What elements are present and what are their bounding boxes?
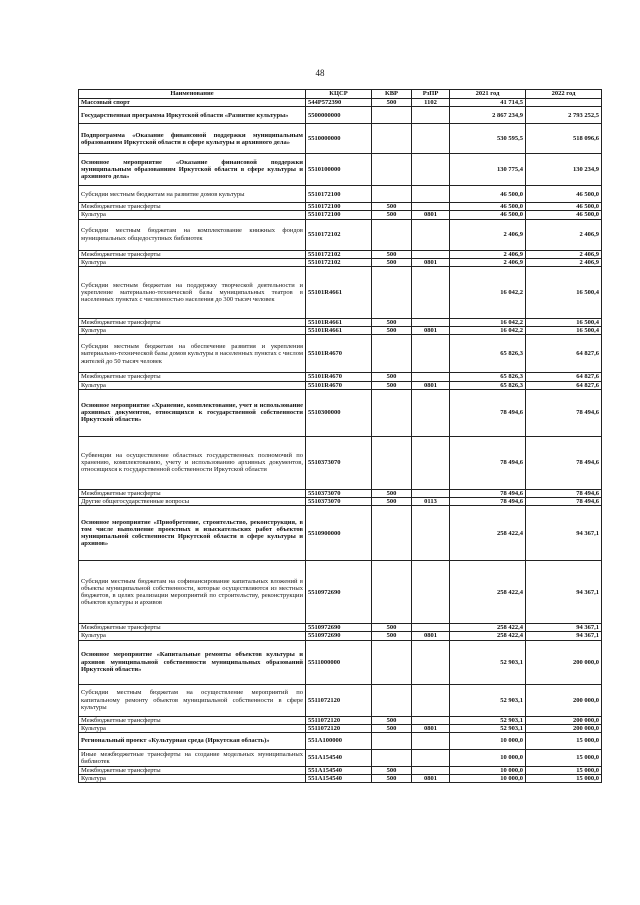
row-name: Культура [79,724,306,732]
row-2021: 2 867 234,9 [450,107,526,124]
row-2021: 10 000,0 [450,775,526,783]
row-2021: 78 494,6 [450,498,526,506]
row-name: Массовый спорт [79,99,306,107]
row-kcsr: 5511072120 [306,716,372,724]
row-kcsr: 5510972690 [306,624,372,632]
row-rzpr [412,250,450,258]
row-name: Межбюджетные трансферты [79,373,306,381]
row-2021: 258 422,4 [450,624,526,632]
row-kcsr: 5510000000 [306,124,372,154]
row-kcsr: 5510373070 [306,436,372,489]
row-kcsr: 5510972690 [306,632,372,640]
row-rzpr [412,186,450,203]
table-row [79,319,602,327]
row-kcsr: 5510172102 [306,258,372,266]
header-year-2021: 2021 год [450,90,526,99]
row-kcsr: 55101R4661 [306,319,372,327]
header-rzpr: РзПР [412,90,450,99]
row-2021: 65 826,3 [450,381,526,389]
table-row [79,335,602,373]
table-row [79,498,602,506]
row-name: Субсидии местным бюджетам на развитие домов культуры [79,186,306,203]
row-2022: 130 234,9 [526,154,602,186]
table-row [79,373,602,381]
table-row [79,750,602,767]
row-name: Межбюджетные трансферты [79,250,306,258]
row-kvr [372,219,412,250]
table-row [79,124,602,154]
row-2021: 10 000,0 [450,767,526,775]
row-kcsr: 5510172102 [306,250,372,258]
row-2021: 78 494,6 [450,436,526,489]
row-2021: 46 500,0 [450,211,526,219]
row-kvr [372,436,412,489]
row-kvr [372,124,412,154]
table-row [79,489,602,497]
table-row [79,624,602,632]
row-kvr: 500 [372,327,412,335]
row-name: Основное мероприятие «Хранение, комплектование, учет и использование архивных документов, относящихся к государственной собственности Иркутской области» [79,389,306,436]
row-kvr: 500 [372,489,412,497]
row-name: Региональный проект «Культурная среда (Иркутская область)» [79,733,306,750]
row-kvr [372,335,412,373]
row-rzpr: 0801 [412,258,450,266]
row-2022: 64 827,6 [526,373,602,381]
row-name: Субсидии местным бюджетам на поддержку творческой деятельности и укрепление материально-технической базы муниципальных театров в населенных пунктах с численностью населения до 300 тысяч человек [79,267,306,319]
row-name: Культура [79,775,306,783]
header-kcsr: КЦСР [306,90,372,99]
row-2022: 200 000,0 [526,724,602,732]
row-2022: 46 500,0 [526,203,602,211]
row-rzpr: 0801 [412,211,450,219]
table-row [79,99,602,107]
row-name: Субсидии местным бюджетам на обеспечение развития и укрепления материально-технической базы домов культуры в населенных пунктах с числом жителей до 50 тысяч человек [79,335,306,373]
row-2021: 52 903,1 [450,684,526,716]
row-kcsr: 5510373070 [306,498,372,506]
row-rzpr [412,219,450,250]
row-kcsr: 551А154540 [306,750,372,767]
row-kcsr: 55101R4661 [306,267,372,319]
page-number: 48 [315,68,325,78]
row-kvr: 500 [372,632,412,640]
table-row [79,716,602,724]
row-2022 [526,99,602,107]
row-2021: 65 826,3 [450,373,526,381]
row-rzpr: 0113 [412,498,450,506]
row-2021: 2 406,9 [450,258,526,266]
row-name: Межбюджетные трансферты [79,767,306,775]
row-kcsr: 55101R4670 [306,335,372,373]
row-rzpr [412,684,450,716]
row-2021: 46 500,0 [450,186,526,203]
row-kcsr: 551А100000 [306,733,372,750]
table-row [79,632,602,640]
row-rzpr: 0801 [412,327,450,335]
row-kcsr: 5510172100 [306,203,372,211]
row-name: Субвенции на осуществление областных государственных полномочий по хранению, комплектованию, учету и использованию архивных документов, относящихся к государственной собственности Иркутской области [79,436,306,489]
row-2022: 518 096,6 [526,124,602,154]
row-2021: 2 406,9 [450,250,526,258]
row-name: Основное мероприятие «Оказание финансовой поддержки муниципальным образованиям Иркутской области в сфере культуры и архивного дела» [79,154,306,186]
row-rzpr [412,733,450,750]
table-header-row [79,90,602,99]
row-2022: 64 827,6 [526,381,602,389]
table-row [79,767,602,775]
row-name: Субсидии местным бюджетам на комплектование книжных фондов муниципальных общедоступных библиотек [79,219,306,250]
row-name: Другие общегосударственные вопросы [79,498,306,506]
row-2021: 10 000,0 [450,750,526,767]
row-name: Культура [79,381,306,389]
row-2021: 52 903,1 [450,716,526,724]
row-kvr: 500 [372,724,412,732]
row-2022: 16 500,4 [526,319,602,327]
row-kvr: 500 [372,775,412,783]
row-kcsr: 5510900000 [306,506,372,561]
row-2022: 15 000,0 [526,767,602,775]
row-2022: 94 367,1 [526,506,602,561]
table-row [79,640,602,684]
row-2021: 52 903,1 [450,724,526,732]
table-row [79,219,602,250]
row-name: Субсидии местным бюджетам на осуществление мероприятий по капитальному ремонту объектов муниципальной собственности в сфере культуры [79,684,306,716]
row-2022: 16 500,4 [526,267,602,319]
row-rzpr [412,335,450,373]
row-2022: 200 000,0 [526,716,602,724]
row-kcsr: 551А154540 [306,775,372,783]
row-kvr: 500 [372,203,412,211]
row-2021: 52 903,1 [450,640,526,684]
row-kcsr: 5511072120 [306,684,372,716]
row-name: Культура [79,632,306,640]
row-kvr: 500 [372,99,412,107]
row-2022: 78 494,6 [526,498,602,506]
row-2021: 16 042,2 [450,267,526,319]
table-row [79,211,602,219]
row-name: Подпрограмма «Оказание финансовой поддержки муниципальным образованиям Иркутской области в сфере культуры и архивного дела» [79,124,306,154]
row-kcsr: 5510972690 [306,561,372,624]
row-name: Межбюджетные трансферты [79,319,306,327]
row-2022: 15 000,0 [526,733,602,750]
row-2021: 258 422,4 [450,632,526,640]
row-kvr: 500 [372,211,412,219]
table-row [79,733,602,750]
row-2021: 130 775,4 [450,154,526,186]
table-row [79,389,602,436]
row-kvr: 500 [372,767,412,775]
row-rzpr [412,203,450,211]
row-2021: 16 042,2 [450,327,526,335]
row-rzpr [412,624,450,632]
row-rzpr [412,561,450,624]
table-row [79,327,602,335]
row-kvr [372,506,412,561]
row-kcsr: 5510373070 [306,489,372,497]
row-rzpr [412,716,450,724]
row-kcsr: 5511072120 [306,724,372,732]
table-row [79,267,602,319]
row-name: Государственная программа Иркутской области «Развитие культуры» [79,107,306,124]
row-2021: 41 714,5 [450,99,526,107]
row-2021: 46 500,0 [450,203,526,211]
row-kcsr: 55101R4670 [306,381,372,389]
table-row [79,775,602,783]
row-rzpr [412,767,450,775]
row-2022: 200 000,0 [526,684,602,716]
row-2022: 94 367,1 [526,624,602,632]
row-name: Культура [79,327,306,335]
table-row [79,107,602,124]
row-2021: 258 422,4 [450,506,526,561]
row-kcsr: 551А154540 [306,767,372,775]
table-row [79,154,602,186]
row-rzpr: 0801 [412,381,450,389]
table-row [79,506,602,561]
row-name: Межбюджетные трансферты [79,716,306,724]
table-row [79,684,602,716]
row-rzpr [412,506,450,561]
row-2022: 2 793 252,5 [526,107,602,124]
row-rzpr: 1102 [412,99,450,107]
row-rzpr [412,267,450,319]
row-kvr: 500 [372,498,412,506]
row-kcsr: 5511000000 [306,640,372,684]
row-2022: 46 500,0 [526,211,602,219]
row-kvr [372,684,412,716]
row-kvr: 500 [372,373,412,381]
row-kcsr: 5510100000 [306,154,372,186]
row-2021: 65 826,3 [450,335,526,373]
row-2022: 78 494,6 [526,489,602,497]
row-2022: 200 000,0 [526,640,602,684]
row-rzpr [412,436,450,489]
row-rzpr [412,154,450,186]
table-row [79,186,602,203]
row-kvr: 500 [372,250,412,258]
table-row [79,436,602,489]
row-name: Межбюджетные трансферты [79,203,306,211]
header-name: Наименование [79,90,306,99]
row-kvr [372,107,412,124]
row-rzpr [412,389,450,436]
row-kvr: 500 [372,716,412,724]
row-name: Межбюджетные трансферты [79,489,306,497]
budget-table [78,89,602,783]
row-2021: 78 494,6 [450,489,526,497]
table-body [79,99,602,783]
row-name: Иные межбюджетные трансферты на создание модельных муниципальных библиотек [79,750,306,767]
row-kvr [372,154,412,186]
row-kcsr: 5510172100 [306,211,372,219]
row-kcsr: 5510172102 [306,219,372,250]
table-row [79,250,602,258]
row-2022: 2 406,9 [526,258,602,266]
row-2022: 46 500,0 [526,186,602,203]
row-kvr [372,267,412,319]
row-2021: 530 595,5 [450,124,526,154]
row-kvr: 500 [372,381,412,389]
table-row [79,381,602,389]
header-kvr: КВР [372,90,412,99]
row-rzpr [412,319,450,327]
row-rzpr [412,107,450,124]
row-2021: 10 000,0 [450,733,526,750]
row-rzpr [412,489,450,497]
row-kvr: 500 [372,624,412,632]
row-rzpr [412,373,450,381]
row-kcsr: 55101R4670 [306,373,372,381]
row-2021: 78 494,6 [450,389,526,436]
header-year-2022: 2022 год [526,90,602,99]
row-kvr: 500 [372,258,412,266]
row-2022: 78 494,6 [526,436,602,489]
row-kcsr: 5510172100 [306,186,372,203]
table-row [79,258,602,266]
row-2022: 94 367,1 [526,632,602,640]
row-2022: 94 367,1 [526,561,602,624]
row-name: Межбюджетные трансферты [79,624,306,632]
row-2022: 78 494,6 [526,389,602,436]
table-row [79,561,602,624]
row-rzpr [412,124,450,154]
row-kvr [372,561,412,624]
row-kcsr: 55101R4661 [306,327,372,335]
row-name: Субсидии местным бюджетам на софинансирование капитальных вложений в объекты муниципальной собственности, которые осуществляются из местных бюджетов, в целях реализации мероприятий по строительству, реконструкции объектов культуры и архивов [79,561,306,624]
row-2022: 64 827,6 [526,335,602,373]
row-2021: 258 422,4 [450,561,526,624]
row-kvr: 500 [372,319,412,327]
row-rzpr: 0801 [412,632,450,640]
row-kcsr: 5500000000 [306,107,372,124]
row-name: Культура [79,258,306,266]
row-kvr [372,750,412,767]
table-row [79,724,602,732]
row-rzpr: 0801 [412,724,450,732]
row-2022: 2 406,9 [526,219,602,250]
row-name: Основное мероприятие «Приобретение, строительство, реконструкция, в том числе выполнение проектных и изыскательских работ объектов муниципальной собственности Иркутской области в сфере культуры и архивов» [79,506,306,561]
row-kcsr: 5510300000 [306,389,372,436]
row-rzpr [412,750,450,767]
row-kvr [372,733,412,750]
row-2022: 15 000,0 [526,775,602,783]
row-rzpr: 0801 [412,775,450,783]
row-name: Основное мероприятие «Капитальные ремонты объектов культуры и архивов муниципальной собственности муниципальных образований Иркутской области» [79,640,306,684]
row-kcsr: 544Р572390 [306,99,372,107]
row-2022: 15 000,0 [526,750,602,767]
row-2021: 16 042,2 [450,319,526,327]
row-kvr [372,640,412,684]
row-kvr [372,186,412,203]
table-row [79,203,602,211]
row-2022: 2 406,9 [526,250,602,258]
row-kvr [372,389,412,436]
row-2021: 2 406,9 [450,219,526,250]
row-name: Культура [79,211,306,219]
row-rzpr [412,640,450,684]
row-2022: 16 500,4 [526,327,602,335]
